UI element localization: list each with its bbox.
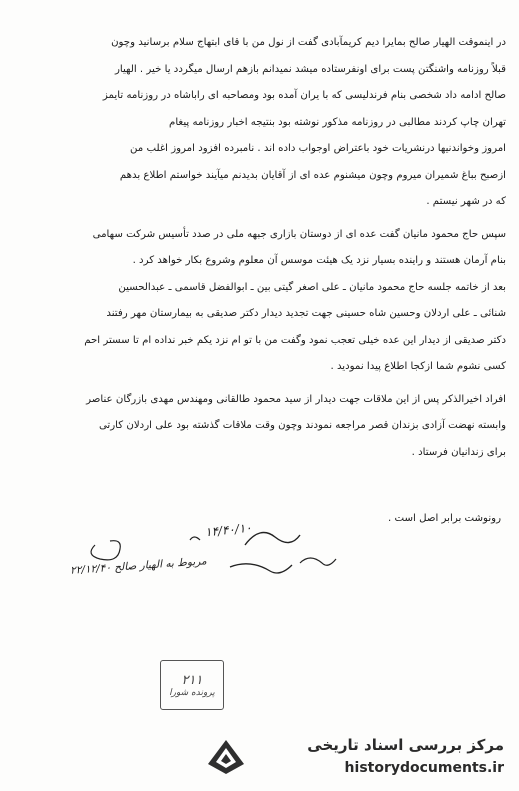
handwritten-date: ۱۴/۴۰/۱۰ [204,520,253,540]
text-line: ازصبح بباغ شمیران میروم وچون میشنوم عده ای از آقایان بدیدنم میآیند خواستم اطلاع بدهم [119,169,506,181]
signature-scribble-icon [0,515,519,625]
text-line: کسی نشوم شما ازکجا اطلاع پیدا نمودید . [330,361,506,372]
footer-watermark [200,730,512,785]
archive-title: مرکز بررسی اسناد تاریخی [307,736,504,754]
text-line: که در شهر نیستم . [426,196,506,207]
stamp-number: ۲۱۱ [181,672,203,688]
text-line: بنام آرمان هستند و راینده بسیار نزد یک هیئت موسس آن معلوم وشروع بکار خواهد کرد . [132,255,506,266]
text-line: وابسته نهضت آزادی بزندان قصر مراجعه نمودند وچون وقت ملاقات گذشته بود علی اردلان کارتی [98,420,506,431]
archive-logo-icon [202,734,250,778]
stamp-subtitle: پرونده شورا [169,687,215,698]
archive-stamp [160,660,224,710]
text-line: برای زندانیان فرستاد . [411,446,506,458]
text-line: امروز وخواندنیها درنشریات خود باعتراض اوجواب داده اند . نامبرده افزود امروز اغلب من [130,143,506,154]
text-line: دکتر صدیقی از دیدار این عده خیلی تعجب نمود وگفت من با تو ام نزد یکم خبر نداده ام تا سستر احم [84,334,506,346]
text-line: افراد اخیرالذکر پس از این ملاقات جهت دیدار از سید محمود طالقانی ومهندس مهدی بازرگان عناصر [86,393,506,405]
archive-url: historydocuments.ir [344,760,504,776]
text-line: صالح ادامه داد شخصی بنام فرندلیسی که با یران آمده بود ومصاحبه ای راباشاه در روزنامه تایمز [102,90,506,101]
handwritten-signature: مربوط به الهیار صالح ۲۲/۱۲/۴۰ [69,555,208,577]
certified-copy-note: رونوشت برابر اصل است . [388,513,501,524]
text-line: بعد از خاتمه جلسه حاج محمود مانیان ـ علی اصغر گیتی بین ـ ابوالفضل قاسمی ـ عبدالحسین [118,281,506,293]
text-line: در اینموقت الهیار صالح بمایرا دیم کریمآبادی گفت از نول من با قای ابتهاج سلام برسانید وچون [111,37,506,48]
text-line: تهران چاپ کردند مطالبی در روزنامه مذکور نوشته بود بنتیجه اخبار روزنامه پیغام [169,116,506,128]
handwritten-notes [0,515,519,625]
text-line: قبلاً روزنامه واشنگتن پست برای اونفرستاده میشد نمیدانم بازهم ارسال میگردد یا خیر . الهیار [114,63,506,75]
document-body [14,30,506,466]
text-line: سپس حاج محمود مانیان گفت عده ای از دوستان بازاری جبهه ملی در صدد تأسیس شرکت سهامی [92,228,506,240]
text-line: شنائی ـ علی اردلان وحسین شاه حسینی جهت تجدید دیدار دکتر صدیقی به بیمارستان مهر رفتند [106,308,506,319]
